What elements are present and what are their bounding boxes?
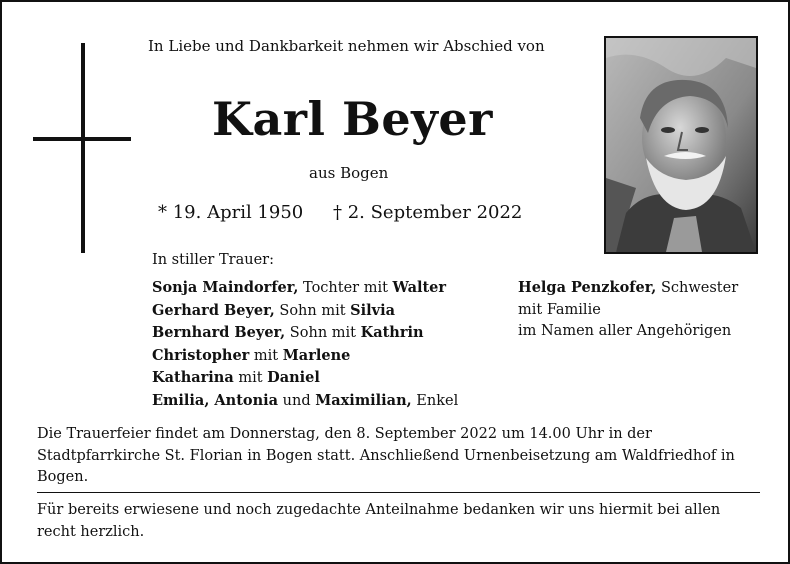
mourner-relation: Schwester <box>656 280 739 296</box>
mourner-relation: Enkel <box>411 392 459 409</box>
mourner-relation: im Namen aller Angehörigen <box>518 323 732 339</box>
mourner-name: Bernhard Beyer, <box>152 324 286 341</box>
mourner-name: Christopher <box>152 346 250 364</box>
mourner-line <box>518 300 738 322</box>
mourners-left-list <box>152 277 458 412</box>
mourner-name: Katharina <box>152 369 234 386</box>
mourner-name: Maximilian, <box>315 391 412 409</box>
mourner-name: Silvia <box>350 301 395 319</box>
mourner-line <box>518 321 738 343</box>
life-dates <box>158 202 522 223</box>
mourner-line <box>152 367 458 390</box>
mourner-line <box>152 322 458 345</box>
mourner-name: Gerhard Beyer, <box>152 301 275 319</box>
mourner-name: Sonja Maindorfer, <box>152 279 299 296</box>
mourner-name: Marlene <box>282 346 351 364</box>
mourner-line <box>518 277 738 300</box>
cross-horizontal-beam <box>33 137 131 141</box>
mourner-line <box>152 345 458 368</box>
mourner-name: Walter <box>392 279 447 296</box>
mourner-relation: und <box>278 392 316 409</box>
mourner-relation: mit <box>249 347 283 364</box>
death-date: † 2. September 2022 <box>332 202 523 223</box>
mourning-heading: In stiller Trauer: <box>152 252 274 268</box>
mourner-name: Daniel <box>267 369 320 386</box>
mourner-relation: Tochter mit <box>298 280 393 296</box>
mourners-right-list <box>518 277 738 343</box>
origin-text: aus Bogen <box>309 164 389 182</box>
mourner-relation: mit Familie <box>518 301 601 318</box>
mourner-name: Kathrin <box>360 324 424 341</box>
mourner-name: Helga Penzkofer, <box>518 279 657 296</box>
cross-vertical-beam <box>81 43 85 253</box>
mourner-line <box>152 390 458 413</box>
mourner-relation: mit <box>233 370 268 386</box>
mourner-name: Emilia, Antonia <box>152 391 279 409</box>
deceased-name: Karl Beyer <box>212 92 493 146</box>
intro-text: In Liebe und Dankbarkeit nehmen wir Abschied von <box>148 37 545 55</box>
divider-line <box>37 492 760 493</box>
thanks-text: Für bereits erwiesene und noch zugedachte Anteilnahme bedanken wir uns hiermit bei allen recht herzlich. <box>37 502 721 540</box>
mourner-line <box>152 300 458 323</box>
portrait-photo <box>604 36 758 254</box>
birth-date: * 19. April 1950 <box>158 202 304 223</box>
mourner-line <box>152 277 458 300</box>
mourner-relation: Sohn mit <box>274 302 351 319</box>
mourner-relation: Sohn mit <box>285 325 361 341</box>
ceremony-details: Die Trauerfeier findet am Donnerstag, den 8. September 2022 um 14.00 Uhr in der Stadtpfarrkirche St. Florian in Bogen statt. Anschließend Urnenbeisetzung am Waldfriedhof in Bogen. <box>37 426 735 485</box>
